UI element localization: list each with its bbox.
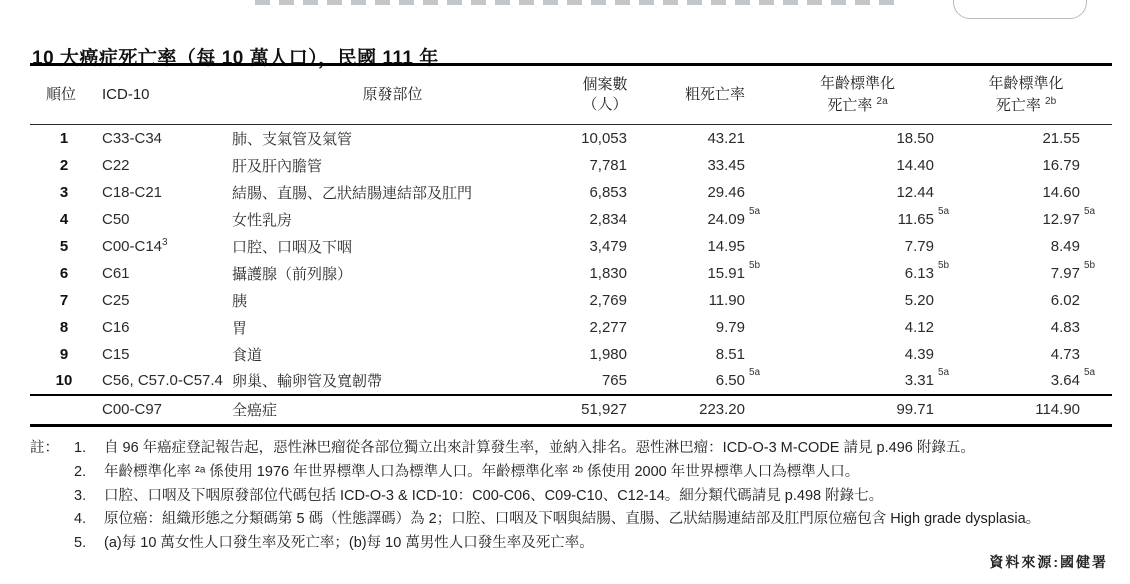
- crude-rate-cell: [655, 260, 775, 287]
- asr-a-header-line2: 死亡率: [827, 96, 873, 114]
- icd-cell: [98, 287, 230, 314]
- asr2000-value: 7.97: [1050, 264, 1080, 282]
- table-row: [30, 341, 1112, 368]
- rank-cell: 7: [59, 291, 69, 309]
- asr2000-value: 4.73: [1050, 345, 1080, 363]
- asr1976-value: 5.20: [904, 291, 934, 309]
- asr-b-header-line2: 死亡率: [995, 96, 1041, 114]
- asr2000-superscript: 5b: [1084, 259, 1096, 271]
- table-row: [30, 206, 1112, 233]
- cases-cell: [555, 287, 655, 314]
- rank-cell: 3: [59, 183, 69, 201]
- crude-rate-cell: [655, 206, 775, 233]
- asr1976-value: 6.13: [904, 264, 934, 282]
- asr2000-value: 14.60: [1042, 183, 1080, 201]
- icd-cell: [98, 125, 230, 152]
- asr2000-cell: [940, 260, 1112, 287]
- icd-superscript: 3: [162, 237, 168, 248]
- rank-cell: 2: [59, 156, 69, 174]
- cropped-pill-button[interactable]: [953, 0, 1087, 19]
- asr1976-value: 14.40: [896, 156, 934, 174]
- cases-cell: [555, 368, 655, 395]
- crude-rate-superscript: 5b: [749, 259, 761, 271]
- crude-rate-value: 14.95: [707, 237, 745, 255]
- site-cell: 口腔、口咽及下咽: [232, 238, 353, 256]
- asr2000-cell: [940, 206, 1112, 233]
- icd-code: C61: [102, 264, 130, 282]
- footnote-number: 2.: [74, 463, 87, 480]
- icd-cell: [98, 152, 230, 179]
- crude-rate-value: 9.79: [715, 318, 745, 336]
- asr1976-cell: [775, 205, 950, 233]
- col-header-crude-rate: 粗死亡率: [684, 85, 745, 103]
- asr1976-superscript: 5a: [938, 367, 950, 378]
- crude-rate-value: 33.45: [707, 156, 745, 174]
- asr2000-value: 4.83: [1050, 318, 1080, 336]
- col-header-primary-site: 原發部位: [362, 85, 423, 103]
- crude-rate-cell: [655, 233, 775, 260]
- page-title: 10 大癌症死亡率（每 10 萬人口），民國 111 年: [32, 47, 439, 69]
- site-cell: 肺、支氣管及氣管: [232, 130, 353, 148]
- asr2000-value: 8.49: [1050, 237, 1080, 255]
- icd-cell: [98, 368, 230, 395]
- footnote-number: 4.: [74, 511, 87, 528]
- asr1976-cell: [775, 287, 940, 314]
- icd-code: C50: [102, 210, 130, 228]
- footnote-text: 口腔、口咽及下咽原發部位代碼包括 ICD-O-3 & ICD-10：C00-C06、C09-C10、C12-14。細分類代碼請見 p.498 附錄七。: [104, 487, 884, 504]
- table-row: [30, 233, 1112, 260]
- icd-cell: [98, 260, 230, 287]
- cases-value: 2,834: [589, 210, 627, 228]
- footnote-number: 5.: [74, 535, 87, 552]
- cases-cell: [555, 206, 655, 233]
- footnotes-label: 註：: [30, 440, 59, 456]
- asr1976-cell: [775, 314, 940, 341]
- crude-rate-superscript: 5a: [749, 367, 761, 378]
- crude-rate-value: 29.46: [707, 183, 745, 201]
- asr2000-cell: [940, 152, 1112, 179]
- asr2000-value: 3.64: [1050, 372, 1080, 389]
- asr1976-cell: [775, 259, 950, 287]
- icd-cell: [98, 179, 230, 206]
- footnote-list: [74, 437, 1116, 556]
- icd-code: C00-C14: [102, 238, 163, 255]
- cases-cell: [555, 233, 655, 260]
- site-cell: 卵巢、輸卵管及寬韌帶: [232, 373, 383, 390]
- asr1976-value: 4.12: [904, 318, 934, 336]
- icd-code: C56, C57.0-C57.4: [102, 372, 223, 389]
- footnote-text: 自 96 年癌症登記報告起，惡性淋巴瘤從各部位獨立出來計算發生率，並納入排名。惡性淋巴瘤：ICD-O-3 M-CODE 請見 p.496 附錄五。: [104, 440, 975, 456]
- asr1976-cell: [775, 179, 940, 206]
- total-asr1976-cell: 99.71: [896, 401, 934, 419]
- crude-rate-cell: [655, 368, 775, 395]
- footnote-item: [74, 485, 1116, 509]
- cases-cell: [555, 260, 655, 287]
- asr2000-superscript: 5a: [1084, 205, 1096, 217]
- footnote-text: 原位癌：組織形態之分類碼第 5 碼（性態譯碼）為 2；口腔、口咽及下咽與結腸、直腸、乙狀結腸連結部及肛門原位癌包含 High grade dysplasia。: [104, 511, 1041, 528]
- asr2000-value: 21.55: [1042, 129, 1080, 147]
- asr2000-cell: [940, 125, 1112, 152]
- crude-rate-value: 24.09: [707, 210, 745, 228]
- crude-rate-cell: [655, 341, 775, 368]
- rank-cell: 6: [59, 264, 69, 282]
- icd-code: C16: [102, 318, 130, 336]
- asr1976-cell: [775, 233, 940, 260]
- icd-code: C25: [102, 291, 130, 309]
- cases-value: 7,781: [589, 156, 627, 174]
- table-body: [30, 125, 1112, 395]
- rank-cell: 4: [59, 210, 69, 228]
- total-crude-cell: 223.20: [699, 401, 745, 419]
- clipped-text-strip: [255, 0, 903, 5]
- crude-rate-cell: [655, 314, 775, 341]
- mortality-table: [30, 63, 1112, 427]
- crude-rate-cell: [655, 287, 775, 314]
- icd-code: C18-C21: [102, 183, 163, 201]
- asr1976-value: 12.44: [896, 183, 934, 201]
- rank-cell: 10: [55, 372, 73, 389]
- asr1976-value: 11.65: [897, 210, 934, 228]
- cases-cell: [555, 179, 655, 206]
- asr2000-superscript: 5a: [1084, 367, 1096, 378]
- footnote-number: 3.: [74, 487, 87, 504]
- asr-a-superscript: 2a: [876, 95, 888, 107]
- cases-header-line1: 個案數: [582, 75, 628, 93]
- asr1976-value: 7.79: [904, 237, 934, 255]
- table-row: [30, 179, 1112, 206]
- crude-rate-value: 11.90: [708, 291, 745, 309]
- asr1976-cell: [775, 152, 940, 179]
- rank-cell: 8: [59, 318, 69, 336]
- total-cases-cell: 51,927: [581, 401, 627, 419]
- table-row: [30, 368, 1112, 395]
- asr1976-value: 4.39: [904, 345, 934, 363]
- cases-value: 10,053: [581, 129, 627, 147]
- footnote-item: [74, 437, 1116, 461]
- rank-cell: 9: [59, 345, 69, 363]
- col-header-rank: 順位: [46, 85, 77, 103]
- crude-rate-cell: [655, 152, 775, 179]
- cases-value: 6,853: [589, 183, 627, 201]
- footnotes-section: [30, 437, 1116, 556]
- crude-rate-cell: [655, 125, 775, 152]
- site-cell: 攝護腺（前列腺）: [232, 265, 353, 283]
- asr2000-cell: [940, 287, 1112, 314]
- asr2000-value: 16.79: [1042, 156, 1080, 174]
- table-header-row: [30, 65, 1112, 125]
- asr-b-superscript: 2b: [1045, 95, 1057, 107]
- cases-value: 765: [601, 372, 627, 389]
- asr-b-header-line1: 年齡標準化: [988, 75, 1064, 93]
- col-header-asr-2000: [940, 65, 1112, 125]
- table-row: [30, 287, 1112, 314]
- site-cell: 肝及肝內膽管: [232, 157, 323, 175]
- footnote-item: [74, 461, 1116, 485]
- icd-code: C15: [102, 345, 130, 363]
- asr-a-header-line1: 年齡標準化: [819, 75, 895, 93]
- icd-cell: [98, 233, 230, 260]
- crude-rate-value: 8.51: [715, 345, 745, 363]
- icd-cell: [98, 341, 230, 368]
- icd-code: C22: [102, 156, 130, 174]
- crude-rate-value: 15.91: [707, 264, 745, 282]
- asr1976-superscript: 5a: [938, 205, 950, 217]
- site-cell: 胃: [232, 319, 248, 337]
- asr2000-cell: [940, 368, 1112, 395]
- icd-code: C33-C34: [102, 129, 163, 147]
- site-cell: 食道: [232, 346, 263, 364]
- cases-value: 1,980: [589, 345, 627, 363]
- asr2000-cell: [940, 233, 1112, 260]
- crude-rate-superscript: 5a: [749, 205, 761, 217]
- asr2000-cell: [940, 314, 1112, 341]
- col-header-asr-1976: [775, 65, 940, 125]
- cases-header-line2: （人）: [582, 96, 628, 113]
- asr1976-cell: [775, 125, 940, 152]
- asr1976-superscript: 5b: [938, 259, 950, 271]
- site-cell: 女性乳房: [232, 211, 293, 229]
- asr2000-value: 12.97: [1042, 210, 1080, 228]
- cases-cell: [555, 314, 655, 341]
- asr1976-cell: [775, 367, 950, 395]
- asr2000-cell: [940, 341, 1112, 368]
- icd-cell: [98, 206, 230, 233]
- total-rank-cell: [30, 395, 98, 426]
- cases-value: 2,769: [589, 291, 627, 309]
- asr2000-cell: [940, 179, 1112, 206]
- footnote-item: [74, 508, 1116, 532]
- footnote-text: 年齡標準化率 ²ᵃ 係使用 1976 年世界標準人口為標準人口。年齡標準化率 ²ᵇ 係使用 2000 年世界標準人口為標準人口。: [104, 463, 860, 480]
- footnote-item: [74, 532, 1116, 556]
- total-row: [30, 395, 1112, 426]
- cases-cell: [555, 125, 655, 152]
- total-asr2000-cell: 114.90: [1035, 401, 1080, 419]
- site-cell: 胰: [232, 292, 248, 310]
- footnote-number: 1.: [74, 440, 87, 456]
- cases-value: 2,277: [589, 318, 627, 336]
- rank-cell: 1: [59, 129, 69, 147]
- table-row: [30, 125, 1112, 152]
- table-row: [30, 260, 1112, 287]
- col-header-icd10: ICD-10: [102, 85, 150, 103]
- table-row: [30, 152, 1112, 179]
- asr1976-cell: [775, 341, 940, 368]
- rank-cell: 5: [59, 237, 69, 255]
- crude-rate-value: 43.21: [707, 129, 745, 147]
- data-source-credit: 資料來源:國健署: [989, 554, 1108, 570]
- table-row: [30, 314, 1112, 341]
- crude-rate-cell: [655, 179, 775, 206]
- footnote-text: (a)每 10 萬女性人口發生率及死亡率；(b)每 10 萬男性人口發生率及死亡率。: [104, 535, 594, 552]
- site-cell: 結腸、直腸、乙狀結腸連結部及肛門: [232, 184, 473, 202]
- asr1976-value: 3.31: [904, 372, 934, 389]
- crude-rate-value: 6.50: [715, 372, 745, 389]
- cases-cell: [555, 341, 655, 368]
- cases-cell: [555, 152, 655, 179]
- icd-cell: [98, 314, 230, 341]
- col-header-cases: [555, 65, 655, 125]
- cases-value: 3,479: [589, 237, 627, 255]
- total-icd-cell: C00-C97: [102, 401, 163, 419]
- asr1976-value: 18.50: [896, 129, 934, 147]
- total-site-cell: 全癌症: [232, 402, 278, 420]
- cases-value: 1,830: [589, 264, 627, 282]
- asr2000-value: 6.02: [1050, 291, 1080, 309]
